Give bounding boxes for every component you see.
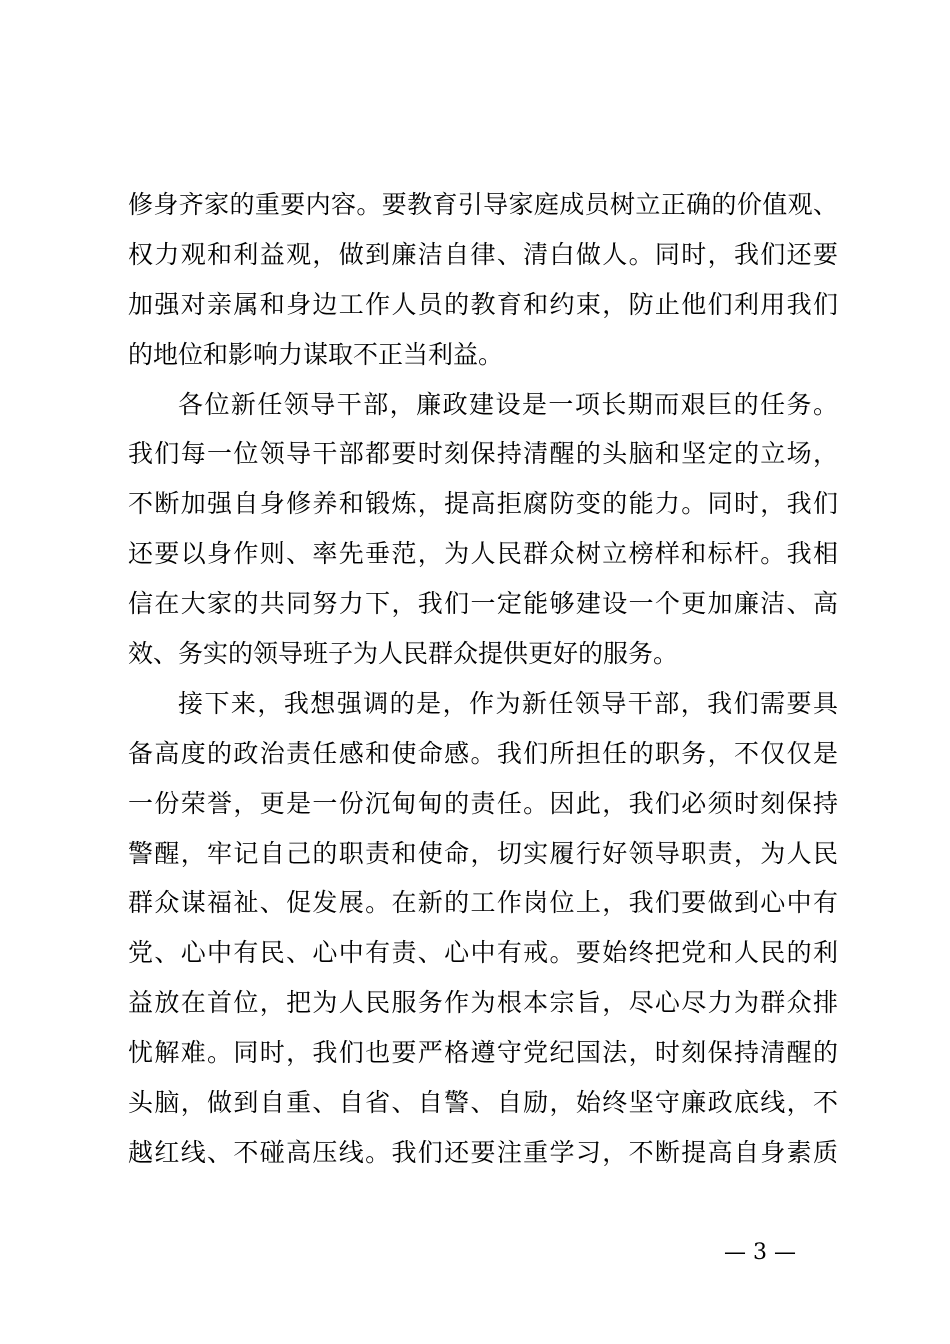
text-line: 头脑，做到自重、自省、自警、自励，始终坚守廉政底线，不 (128, 1088, 838, 1118)
text-line: 群众谋福祉、促发展。在新的工作岗位上，我们要做到心中有 (128, 888, 838, 918)
text-line-paragraph-start: 各位新任领导干部，廉政建设是一项长期而艰巨的任务。 (178, 389, 838, 419)
text-line: 党、心中有民、心中有责、心中有戒。要始终把党和人民的利 (128, 938, 838, 968)
text-line: 忧解难。同时，我们也要严格遵守党纪国法，时刻保持清醒的 (128, 1038, 838, 1068)
text-line: 还要以身作则、率先垂范，为人民群众树立榜样和标杆。我相 (128, 539, 838, 569)
text-line-paragraph-start: 接下来，我想强调的是，作为新任领导干部，我们需要具 (178, 688, 838, 718)
text-line: 修身齐家的重要内容。要教育引导家庭成员树立正确的价值观、 (128, 190, 838, 219)
text-line: 权力观和利益观，做到廉洁自律、清白做人。同时，我们还要 (128, 239, 838, 269)
text-line: 效、务实的领导班子为人民群众提供更好的服务。 (128, 639, 679, 669)
body-text (128, 180, 838, 1178)
text-line: 不断加强自身修养和锻炼，提高拒腐防变的能力。同时，我们 (128, 489, 838, 519)
text-line: 的地位和影响力谋取不正当利益。 (128, 339, 504, 369)
text-line: 一份荣誉，更是一份沉甸甸的责任。因此，我们必须时刻保持 (128, 788, 838, 818)
text-line: 益放在首位，把为人民服务作为根本宗旨，尽心尽力为群众排 (128, 988, 838, 1018)
text-line: 警醒，牢记自己的职责和使命，切实履行好领导职责，为人民 (128, 838, 838, 868)
text-line: 越红线、不碰高压线。我们还要注重学习，不断提高自身素质 (128, 1137, 838, 1167)
text-line: 备高度的政治责任感和使命感。我们所担任的职务，不仅仅是 (128, 738, 838, 768)
page-number: — 3 — (724, 1240, 796, 1265)
text-line: 加强对亲属和身边工作人员的教育和约束，防止他们利用我们 (128, 289, 838, 319)
text-line: 我们每一位领导干部都要时刻保持清醒的头脑和坚定的立场， (128, 439, 838, 469)
text-line: 信在大家的共同努力下，我们一定能够建设一个更加廉洁、高 (128, 589, 838, 619)
